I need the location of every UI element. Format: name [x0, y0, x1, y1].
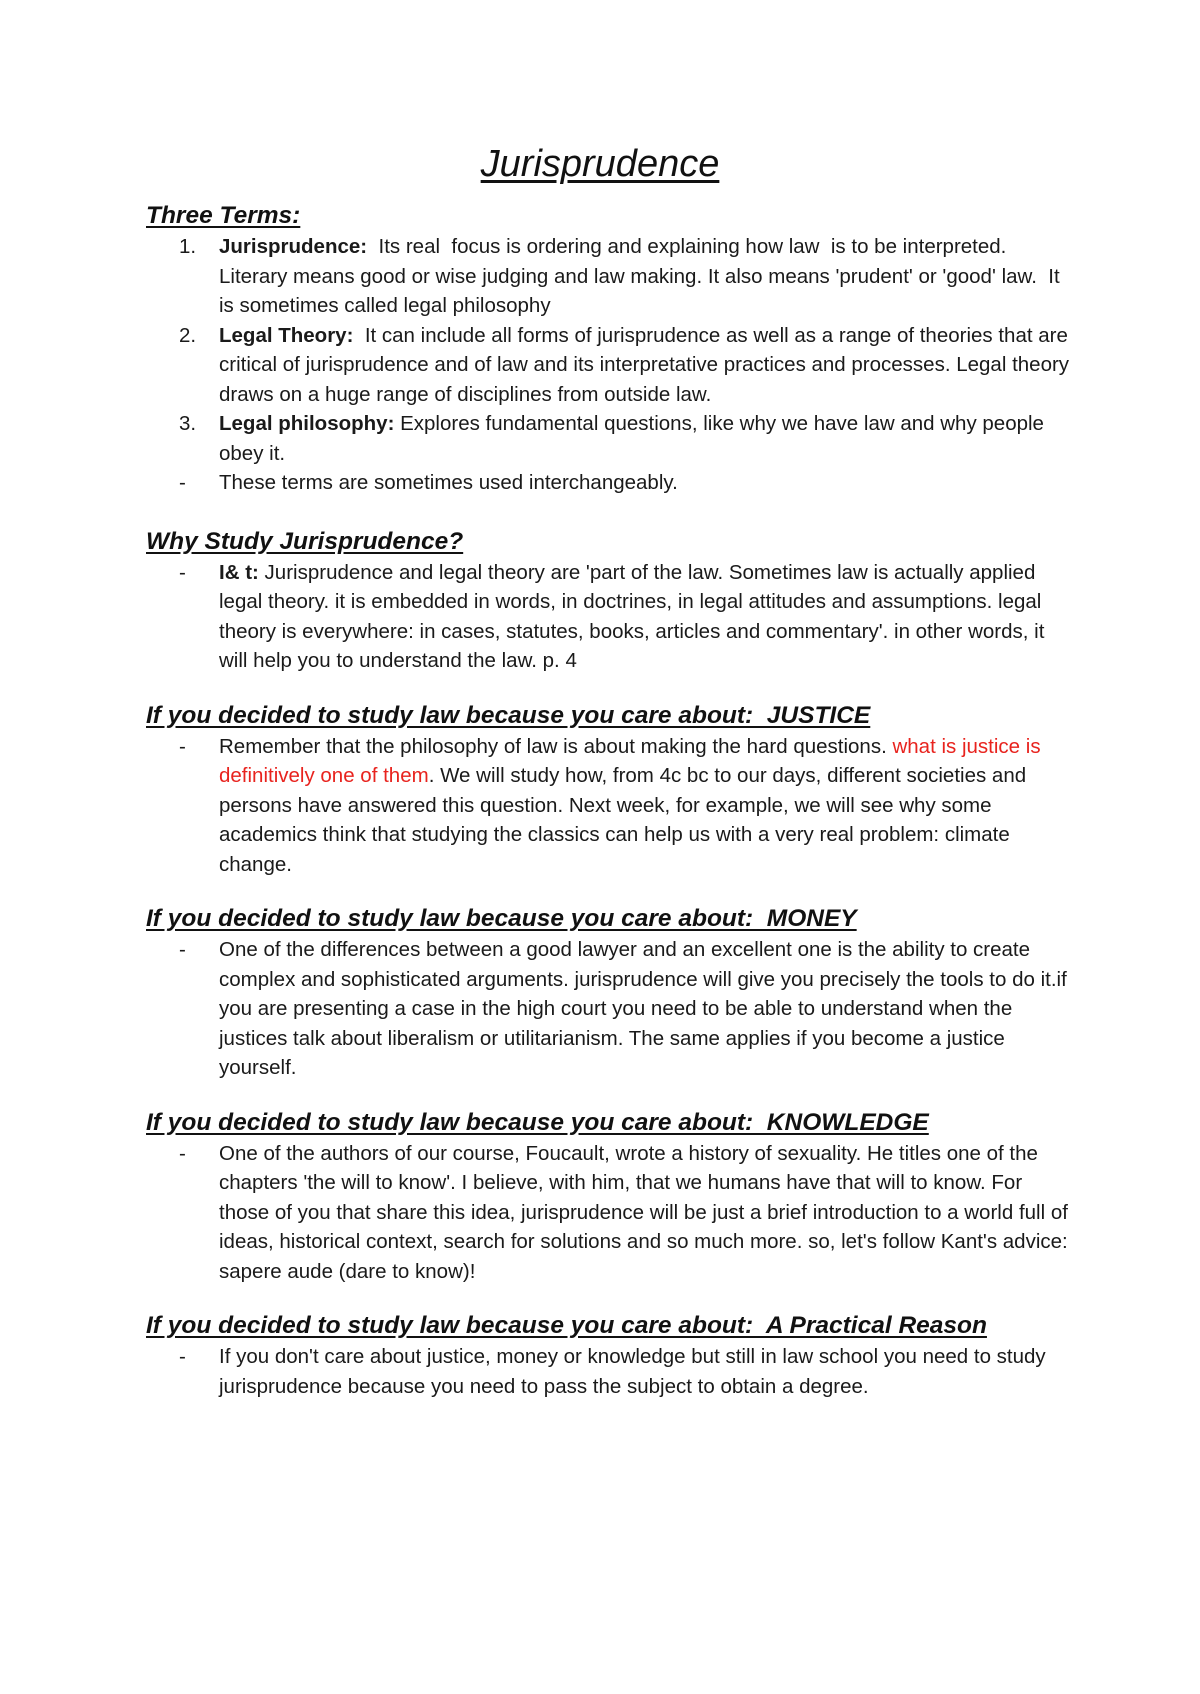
term-description: It can include all forms of jurisprudence as well as a range of theories that are critical of jurisprudence and of law and its interpretative practices and processes. Legal theory draws on a huge range of disciplines from outside law.	[219, 323, 1075, 406]
list-item-text: These terms are sometimes used interchangeably.	[219, 471, 678, 494]
list-marker: -	[179, 560, 186, 584]
list-item-text: . We will study how, from 4c bc to our days, different societies and persons have answered this question. Next week, for example, we will see why some academics think that studying the classics can help us with a very real problem: climate change.	[219, 764, 1027, 876]
section-heading: If you decided to study law because you care about: JUSTICE	[146, 701, 871, 729]
section-why-study	[146, 526, 1076, 676]
page-title: Jurisprudence	[480, 143, 720, 185]
list-item	[146, 409, 1076, 468]
section-heading: Why Study Jurisprudence?	[146, 527, 464, 555]
list-marker: 2.	[179, 323, 197, 347]
term-description: Its real focus is ordering and explaining how law is to be interpreted. Literary means good or wise judging and law making. It also means 'prudent' or 'good' law. It is sometimes called legal philosophy	[219, 235, 1066, 317]
list-marker: -	[179, 1141, 186, 1165]
list-marker: 3.	[179, 412, 197, 435]
list-marker: -	[179, 734, 186, 758]
document-body	[146, 200, 1076, 1401]
section-knowledge	[146, 1107, 1076, 1287]
list-item	[146, 321, 1076, 410]
term-label: Legal Theory:	[219, 323, 354, 347]
section-heading: If you decided to study law because you care about: MONEY	[146, 905, 857, 932]
list-item	[146, 558, 1076, 676]
list-item	[146, 732, 1076, 880]
list-item	[146, 935, 1076, 1083]
section-justice	[146, 700, 1076, 880]
term-label: I& t:	[219, 560, 259, 584]
list-item-text: One of the differences between a good lawyer and an excellent one is the ability to create complex and sophisticated arguments. jurisprudence will give you precisely the tools to do it.if you are presenting a case in the high court you need to be able to understand when the justices talk about liberalism or utilitarianism. The same applies if you become a justice yourself.	[219, 938, 1067, 1079]
list-item	[146, 468, 1076, 498]
list-item-text: One of the authors of our course, Foucault, wrote a history of sexuality. He titles one of the chapters 'the will to know'. I believe, with him, that we humans have that will to know. For those of you that share this idea, jurisprudence will be just a brief introduction to a world full of ideas, historical context, search for solutions and so much more. so, let's follow Kant's advice: sapere aude (dare to know)!	[219, 1141, 1068, 1283]
list-item-text: Remember that the philosophy of law is about making the hard questions.	[219, 734, 893, 758]
list-item	[146, 1342, 1076, 1401]
term-label: Jurisprudence:	[219, 235, 368, 258]
term-description: Explores fundamental questions, like why we have law and why people obey it.	[219, 412, 1050, 465]
term-label: Legal philosophy:	[219, 412, 395, 435]
list-item	[146, 232, 1076, 321]
list-marker: -	[179, 1345, 186, 1368]
list-marker: -	[179, 471, 186, 494]
list-marker: 1.	[179, 235, 197, 258]
section-practical-reason	[146, 1310, 1076, 1401]
terms-list	[146, 232, 1076, 498]
section-heading: Three Terms:	[146, 202, 301, 229]
section-heading: If you decided to study law because you care about: A Practical Reason	[146, 1312, 987, 1339]
list-item	[146, 1139, 1076, 1287]
term-description: Jurisprudence and legal theory are 'part of the law. Sometimes law is actually applied legal theory. it is embedded in words, in doctrines, in legal attitudes and assumptions. legal theory is everywhere: in cases, statutes, books, articles and commentary'. in other words, it will help you to understand the law. p. 4	[219, 560, 1051, 672]
highlighted-text: what is justice is definitively one of them	[219, 734, 1041, 787]
section-three-terms	[146, 200, 1076, 498]
list-item-text: If you don't care about justice, money or knowledge but still in law school you need to study jurisprudence because you need to pass the subject to obtain a degree.	[219, 1345, 1046, 1398]
list-marker: -	[179, 938, 186, 961]
section-heading: If you decided to study law because you care about: KNOWLEDGE	[146, 1108, 929, 1136]
section-money	[146, 903, 1076, 1083]
